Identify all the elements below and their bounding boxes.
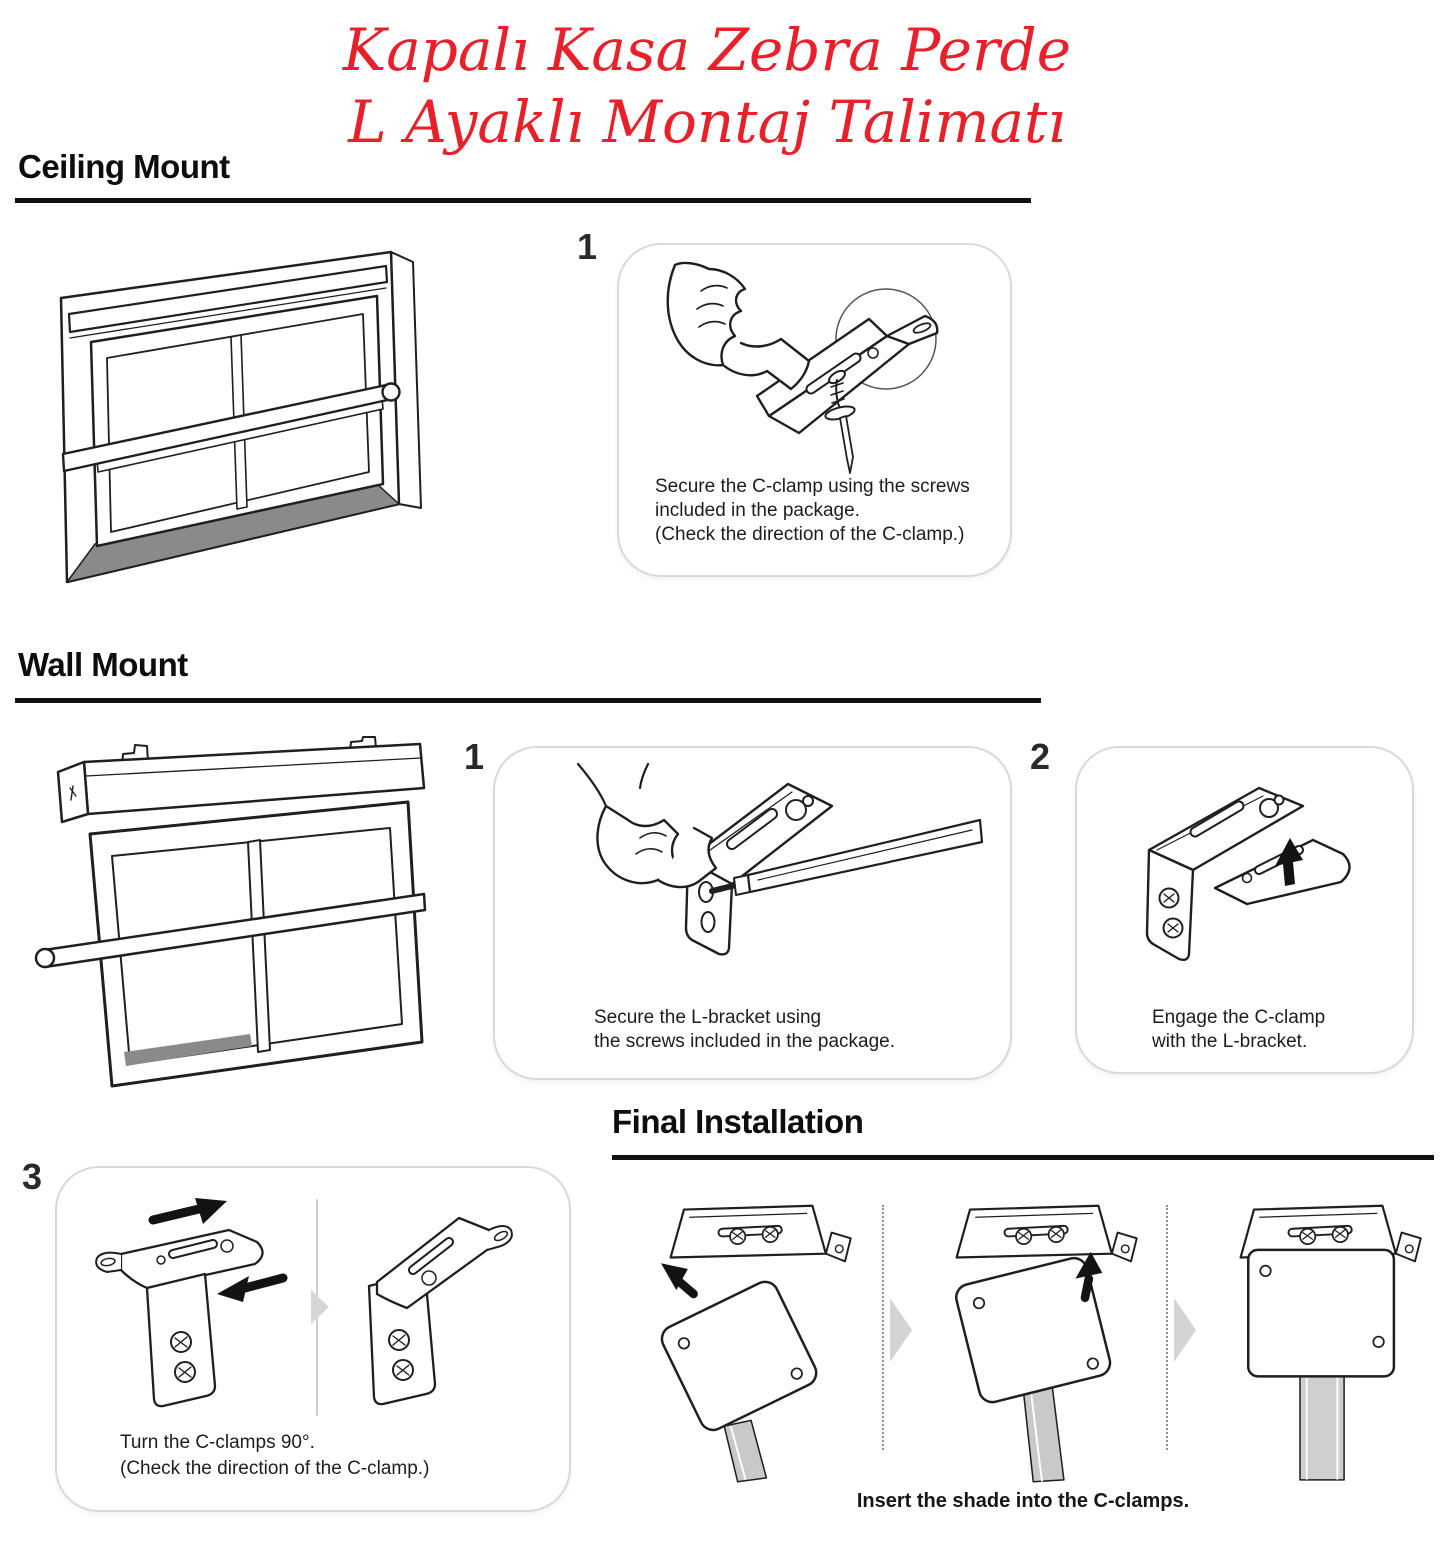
final-section-divider — [612, 1155, 1434, 1160]
caption-line: Turn the C-clamps 90°. — [120, 1432, 315, 1453]
title-line-1: Kapalı Kasa Zebra Perde — [342, 16, 1072, 84]
wall-step1-box — [493, 746, 1012, 1080]
wall-mount-heading: Wall Mount — [18, 646, 188, 683]
wall-step2-number: 2 — [1030, 736, 1051, 777]
caption-line: Secure the C-clamp using the screws — [655, 476, 970, 497]
caption-line: the screws included in the package. — [594, 1031, 896, 1052]
sequence-separator — [882, 1205, 884, 1450]
c-clamp-engaging-l-bracket-illustration — [1107, 768, 1382, 983]
final-step3-number: 3 — [22, 1156, 43, 1197]
insert-shade-stage2-illustration — [924, 1192, 1154, 1484]
wall-step2-box — [1075, 746, 1414, 1074]
l-bracket-screwdriver-hand-illustration — [520, 762, 985, 980]
ceiling-section-divider — [15, 198, 1031, 203]
wall-section-divider — [15, 698, 1041, 703]
ceiling-step-number: 1 — [577, 226, 598, 267]
caption-line: Secure the L-bracket using — [594, 1007, 822, 1028]
chevron-right-icon — [890, 1298, 914, 1362]
wall-step1-number: 1 — [464, 736, 485, 777]
ceiling-mount-heading: Ceiling Mount — [18, 148, 230, 185]
ceiling-step1-caption — [655, 475, 970, 547]
final-step3-box — [55, 1166, 571, 1512]
sequence-separator — [1166, 1205, 1168, 1450]
caption-line: with the L-bracket. — [1152, 1031, 1308, 1052]
c-clamp-screw-hand-illustration — [641, 261, 991, 476]
final-step3-caption — [120, 1430, 429, 1482]
ceiling-step1-box — [617, 243, 1012, 577]
final-installation-heading: Final Installation — [612, 1103, 864, 1140]
caption-line: (Check the direction of the C-clamp.) — [120, 1458, 430, 1479]
chevron-right-icon — [1174, 1298, 1198, 1362]
c-clamp-turn-90-illustration — [77, 1190, 547, 1428]
title-line-2: L Ayaklı Montaj Talimatı — [348, 88, 1066, 156]
insert-shade-stage3-illustration — [1208, 1192, 1438, 1484]
insert-shade-stage1-illustration — [638, 1192, 868, 1484]
wall-step1-caption — [594, 1006, 895, 1054]
caption-line: included in the package. — [655, 500, 860, 521]
page-title — [0, 14, 1414, 158]
caption-line: Engage the C-clamp — [1152, 1007, 1326, 1028]
final-sequence-caption: Insert the shade into the C-clamps. — [856, 1490, 1190, 1512]
ceiling-mounted-window-illustration — [55, 246, 450, 591]
caption-line: (Check the direction of the C-clamp.) — [655, 524, 965, 545]
wall-step2-caption — [1152, 1006, 1325, 1054]
wall-mounted-window-illustration — [28, 736, 458, 1094]
